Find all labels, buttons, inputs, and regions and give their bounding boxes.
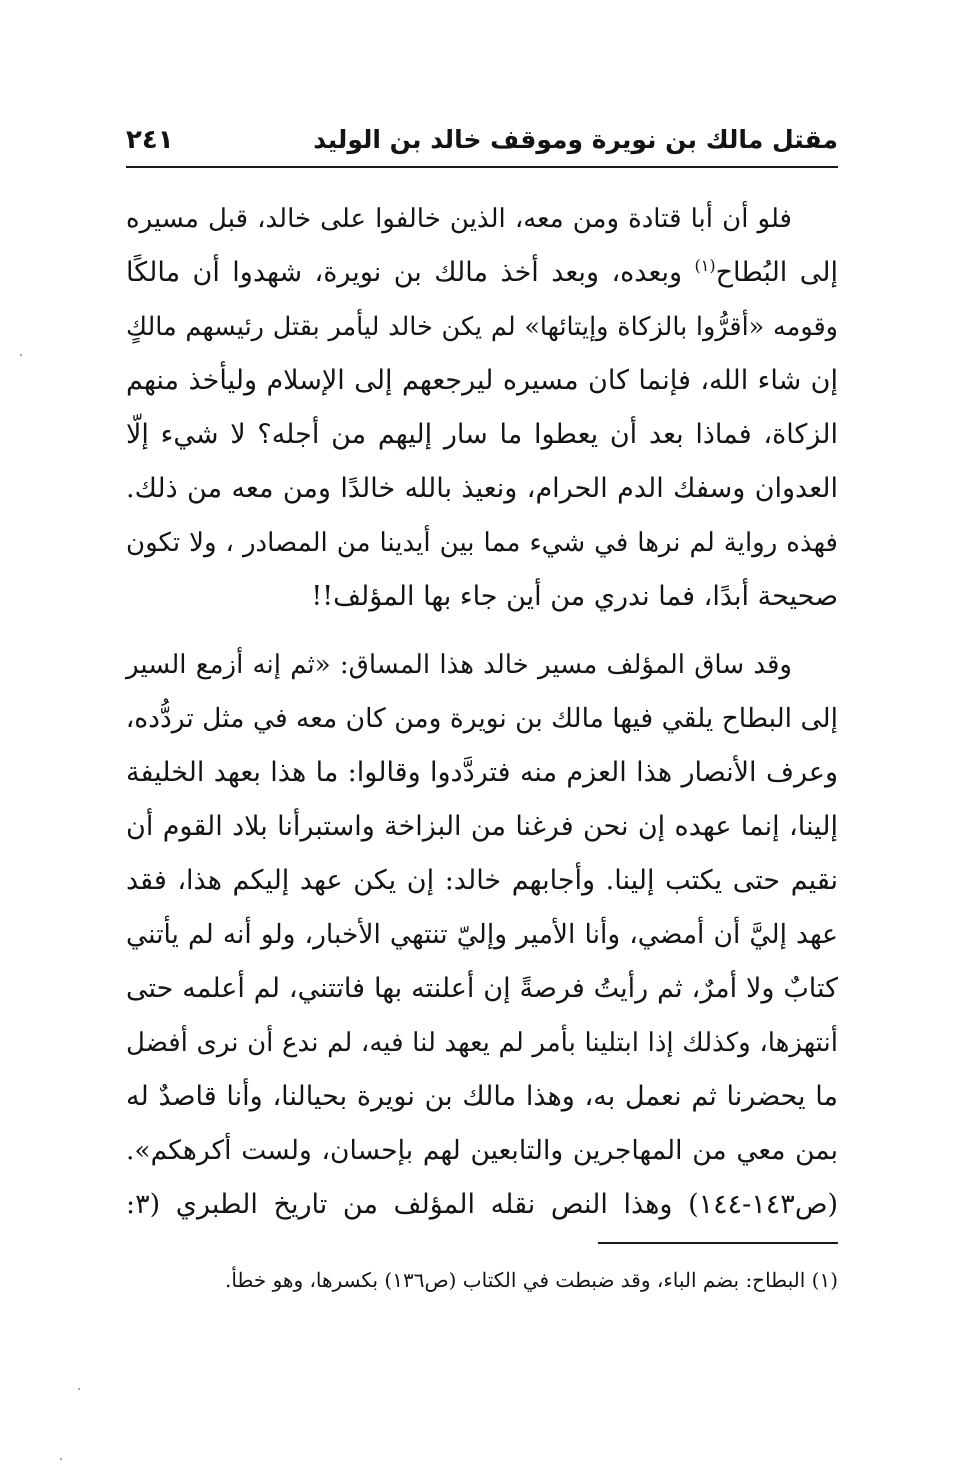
scan-speck [78,1388,80,1390]
text-line: إن شاء الله، فإنما كان مسيره ليرجعهم إلى الإسلام وليأخذ منهم [126,365,838,396]
text-line: وعرف الأنصار هذا العزم منه فتردَّدوا وقالوا: ما هذا بعهد الخليفة [126,757,838,788]
scan-speck [60,1458,62,1460]
text-line: صحيحة أبدًا، فما ندري من أين جاء بها المؤلف!! [311,581,838,612]
running-title: مقتل مالك بن نويرة وموقف خالد بن الوليد [313,125,838,154]
text-line: الزكاة، فماذا بعد أن يعطوا ما سار إليهم من أجله؟ لا شيء إلّا [126,419,838,450]
text-line: كتابٌ ولا أمرٌ، ثم رأيتُ فرصةً إن أعلنته بها فاتتني، لم أعلمه حتى [126,973,838,1004]
text-line: بمن معي من المهاجرين والتابعين لهم بإحسان، ولست أكرهكم». [126,1135,838,1166]
text-line: فهذه رواية لم نرها في شيء مما بين أيدينا من المصادر ، ولا تكون [126,528,838,558]
footnote-separator [598,1242,838,1244]
header-rule [126,166,838,168]
text-line: نقيم حتى يكتب إلينا. وأجابهم خالد: إن يكن عهد إليكم هذا، فقد [126,865,838,896]
text-line: وقومه «أقرُّوا بالزكاة وإيتائها» لم يكن خالد ليأمر بقتل رئيسهم مالكٍ [126,312,838,342]
text-line: العدوان وسفك الدم الحرام، ونعيذ بالله خالدًا ومن معه من ذلك. [126,473,838,504]
text-line: إلى البطاح يلقي فيها مالك بن نويرة ومن كان معه في مثل تردُّده، [125,703,838,734]
text-line: عهد إليَّ أن أمضي، وأنا الأمير وإليّ تنتهي الأخبار، ولو أنه لم يأتني [126,919,838,950]
page-number: ٢٤١ [126,125,174,155]
paragraph-2 [126,638,838,1232]
text-segment: وبعده، وبعد أخذ مالك بن نويرة، شهدوا أن مالكًا [126,257,695,288]
text-line [126,246,838,300]
scan-speck [20,354,22,356]
paragraph-1 [126,192,838,624]
text-segment: إلى البُطاح [715,257,838,288]
text-line: ما يحضرنا ثم نعمل به، وهذا مالك بن نويرة بحيالنا، وأنا قاصدٌ له [126,1081,838,1112]
main-text [126,192,838,1232]
footnote-reference[interactable]: (١) [694,256,716,275]
text-line: وقد ساق المؤلف مسير خالد هذا المساق: «ثم إنه أزمع السير [126,650,792,680]
text-line: أنتهزها، وكذلك إذا ابتلينا بأمر لم يعهد لنا فيه، لم ندع أن نرى أفضل [126,1028,838,1058]
page-header [126,120,838,164]
text-line: (ص١٤٣-١٤٤) وهذا النص نقله المؤلف من تاريخ الطبري (٣: [126,1189,838,1220]
footnote: (١) البطاح: بضم الباء، وقد ضبطت في الكتاب (ص١٣٦) بكسرها، وهو خطأ. [224,1268,838,1292]
text-line: إلينا، إنما عهده إن نحن فرغنا من البزاخة واستبرأنا بلاد القوم أن [126,811,838,842]
text-line: فلو أن أبا قتادة ومن معه، الذين خالفوا على خالد، قبل مسيره [126,204,792,234]
